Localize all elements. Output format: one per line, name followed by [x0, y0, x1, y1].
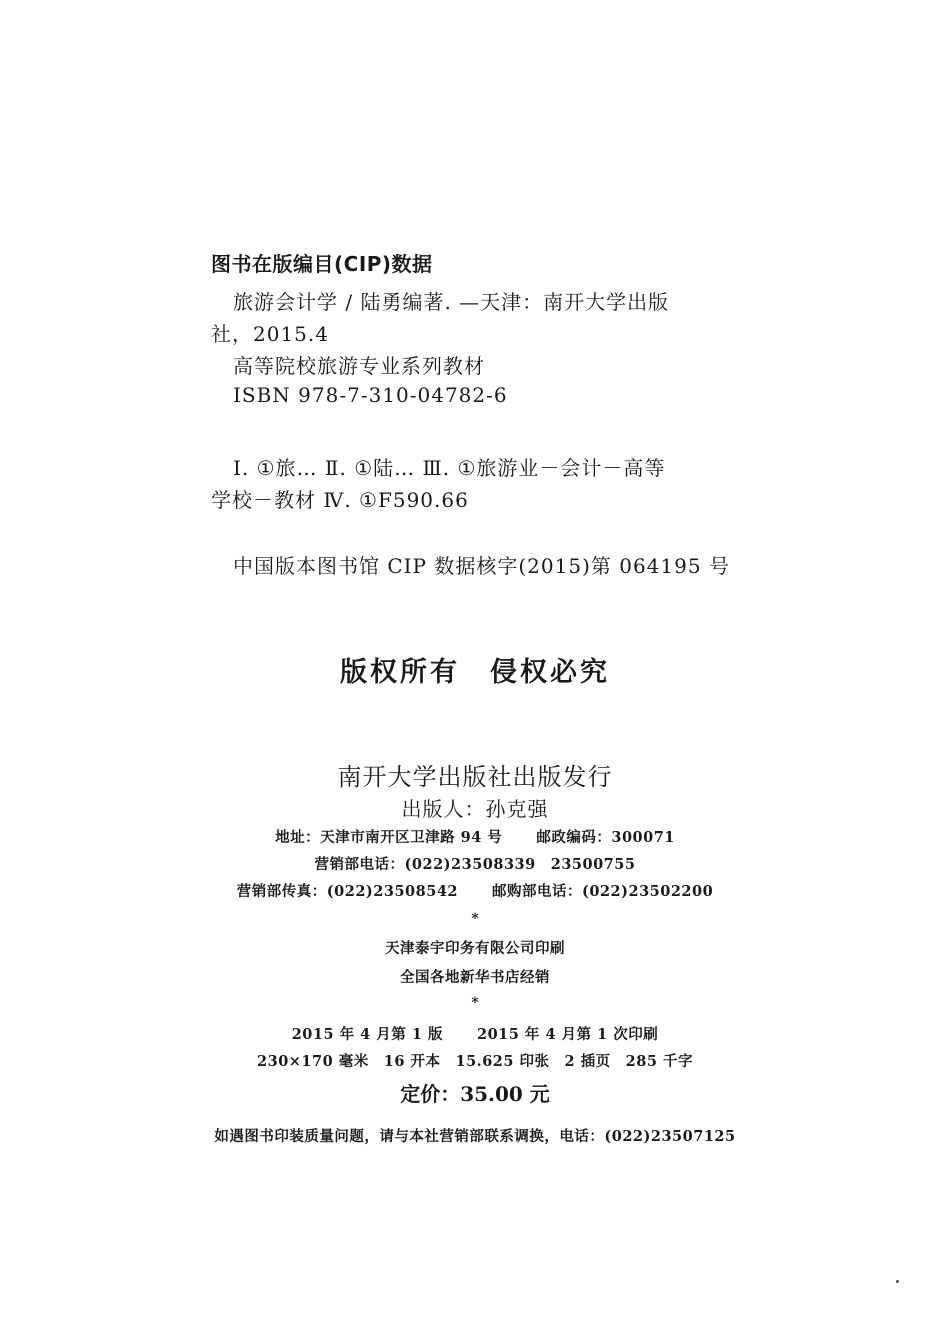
distributor: 全国各地新华书店经销: [400, 969, 550, 986]
book-specs: 230×170 毫米 16 开本 15.625 印张 2 插页 285 千字: [257, 1053, 693, 1070]
postcode: 邮政编码：300071: [536, 829, 675, 846]
price: 定价：35.00 元: [400, 1082, 550, 1106]
publisher-name: 南开大学出版社出版发行: [337, 763, 613, 791]
printer: 天津泰宇印务有限公司印刷: [385, 940, 565, 957]
separator-star: *: [471, 995, 479, 1011]
copyright-notice: 版权所有 侵权必究: [340, 657, 610, 688]
publisher-person: 出版人：孙克强: [401, 797, 549, 821]
page-mark: [896, 1280, 899, 1283]
address: 地址：天津市南开区卫津路 94 号: [275, 829, 503, 846]
address-row: [0, 826, 950, 847]
cip-line-3: 高等院校旅游专业系列教材: [233, 354, 485, 378]
edition-row: [0, 1023, 950, 1044]
printing: 2015 年 4 月第 1 次印刷: [477, 1026, 659, 1043]
edition: 2015 年 4 月第 1 版: [291, 1026, 443, 1043]
cip-line-5: Ⅰ. ①旅… Ⅱ. ①陆… Ⅲ. ①旅游业－会计－高等: [233, 456, 666, 480]
quality-notice: 如遇图书印装质量问题，请与本社营销部联系调换，电话：(022)23507125: [214, 1128, 736, 1145]
cip-line-4: ISBN 978-7-310-04782-6: [233, 383, 508, 407]
fax-row: [0, 880, 950, 901]
cip-line-7: 中国版本图书馆 CIP 数据核字(2015)第 064195 号: [233, 554, 730, 578]
marketing-fax: 营销部传真：(022)23508542: [236, 883, 458, 900]
cip-line-1: 旅游会计学 / 陆勇编著. —天津：南开大学出版: [233, 290, 670, 314]
marketing-phone: 营销部电话：(022)23508339 23500755: [314, 856, 636, 873]
cip-title: 图书在版编目(CIP)数据: [211, 252, 433, 276]
mailorder-phone: 邮购部电话：(022)23502200: [492, 883, 714, 900]
cip-line-6: 学校－教材 Ⅳ. ①F590.66: [211, 488, 469, 512]
separator-star: *: [471, 911, 479, 927]
cip-line-2: 社，2015.4: [211, 322, 329, 346]
